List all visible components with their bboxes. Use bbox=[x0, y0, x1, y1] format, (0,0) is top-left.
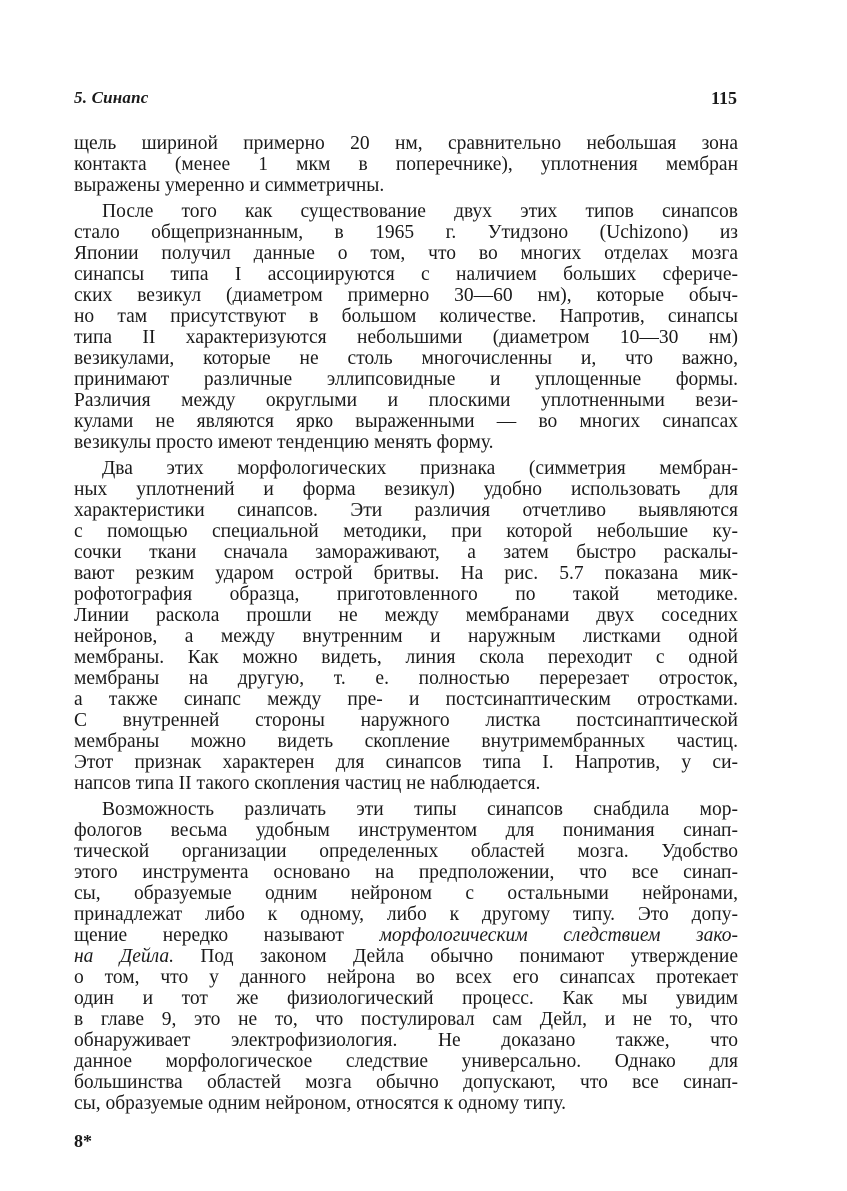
text-line: кулами не являются ярко выраженными — во многих синапсах bbox=[74, 411, 738, 432]
page-number: 115 bbox=[710, 88, 737, 108]
text-line: Японии получил данные о том, что во многих отделах мозга bbox=[74, 243, 738, 264]
text-line: в главе 9, это не то, что постулировал сам Дейл, и не то, что bbox=[74, 1009, 738, 1030]
text-line: сы, образуемые одним нейроном с остальными нейронами, bbox=[74, 883, 738, 904]
text-line: а также синапс между пре- и постсинаптическим отростками. bbox=[74, 689, 738, 710]
text-line: этого инструмента основано на предположении, что все синап- bbox=[74, 862, 738, 883]
body-text bbox=[74, 133, 738, 1114]
text-line: с помощью специальной методики, при которой небольшие ку- bbox=[74, 521, 738, 542]
term-morphological-corollary: морфологическим следствием зако- bbox=[379, 925, 738, 946]
text-line: Линии раскола прошли не между мембранами двух соседних bbox=[74, 605, 738, 626]
text-line: Этот признак характерен для синапсов типа I. Напротив, у си- bbox=[74, 752, 738, 773]
paragraph-3 bbox=[74, 458, 738, 794]
text-line: выражены умеренно и симметричны. bbox=[74, 175, 385, 196]
text-line: типа II характеризуются небольшими (диаметром 10—30 нм) bbox=[74, 327, 738, 348]
section-title: 5. Синапс bbox=[74, 88, 149, 107]
text-line-with-term bbox=[74, 946, 738, 967]
text-line: С внутренней стороны наружного листка постсинаптической bbox=[74, 710, 738, 731]
text-line: мембраны на другую, т. е. полностью перерезает отросток, bbox=[74, 668, 738, 689]
text-line: мембраны можно видеть скопление внутримембранных частиц. bbox=[74, 731, 738, 752]
text-line-with-term bbox=[74, 925, 738, 946]
text-line: везикулы просто имеют тенденцию менять форму. bbox=[74, 432, 494, 453]
text-line: характеристики синапсов. Эти различия отчетливо выявляются bbox=[74, 500, 738, 521]
text-line: принимают различные эллипсовидные и уплощенные формы. bbox=[74, 369, 738, 390]
text-line: везикулами, которые не столь многочисленны и, что важно, bbox=[74, 348, 738, 369]
text-line: Различия между округлыми и плоскими уплотненными вези- bbox=[74, 390, 738, 411]
text-line: нейронов, а между внутренним и наружным листками одной bbox=[74, 626, 738, 647]
signature-mark: 8* bbox=[74, 1131, 92, 1151]
text-line: контакта (менее 1 мкм в поперечнике), уплотнения мембран bbox=[74, 154, 738, 175]
text-line: данное морфологическое следствие универсально. Однако для bbox=[74, 1051, 738, 1072]
text-line: рофотография образца, приготовленного по такой методике. bbox=[74, 584, 738, 605]
term-dales-law: на Дейла. bbox=[74, 946, 174, 967]
text-line: обнаруживает электрофизиология. Не доказано также, что bbox=[74, 1030, 738, 1051]
text-line: сочки ткани сначала замораживают, а затем быстро раскалы- bbox=[74, 542, 738, 563]
paragraph-2 bbox=[74, 201, 738, 453]
text-line: фологов весьма удобным инструментом для понимания синап- bbox=[74, 820, 738, 841]
text-line: один и тот же физиологический процесс. Как мы увидим bbox=[74, 988, 738, 1009]
text-line: щель шириной примерно 20 нм, сравнительно небольшая зона bbox=[74, 133, 738, 154]
text-line: принадлежат либо к одному, либо к другому типу. Это допу- bbox=[74, 904, 738, 925]
text-run: щение нередко называют bbox=[74, 925, 380, 946]
text-line: о том, что у данного нейрона во всех его синапсах протекает bbox=[74, 967, 738, 988]
text-line: Возможность различать эти типы синапсов снабдила мор- bbox=[102, 799, 738, 820]
text-line: После того как существование двух этих типов синапсов bbox=[102, 201, 738, 222]
text-line: сы, образуемые одним нейроном, относятся к одному типу. bbox=[74, 1093, 566, 1114]
paragraph-1 bbox=[74, 133, 738, 196]
text-line: но там присутствуют в большом количестве. Напротив, синапсы bbox=[74, 306, 738, 327]
text-line: синапсы типа I ассоциируются с наличием больших сфериче- bbox=[74, 264, 738, 285]
text-line: тической организации определенных областей мозга. Удобство bbox=[74, 841, 738, 862]
text-run: Под законом Дейла обычно понимают утверждение bbox=[173, 946, 738, 967]
running-head bbox=[74, 88, 737, 116]
text-line: мембраны. Как можно видеть, линия скола переходит с одной bbox=[74, 647, 738, 668]
text-line: ных уплотнений и форма везикул) удобно использовать для bbox=[74, 479, 738, 500]
paragraph-4 bbox=[74, 799, 738, 1114]
text-line: ских везикул (диаметром примерно 30—60 нм), которые обыч- bbox=[74, 285, 738, 306]
text-line: вают резким ударом острой бритвы. На рис. 5.7 показана мик- bbox=[74, 563, 738, 584]
text-line: стало общепризнанным, в 1965 г. Утидзоно (Uchizono) из bbox=[74, 222, 738, 243]
text-line: большинства областей мозга обычно допускают, что все синап- bbox=[74, 1072, 738, 1093]
text-line: напсов типа II такого скопления частиц не наблюдается. bbox=[74, 773, 541, 794]
text-line: Два этих морфологических признака (симметрия мембран- bbox=[102, 458, 738, 479]
